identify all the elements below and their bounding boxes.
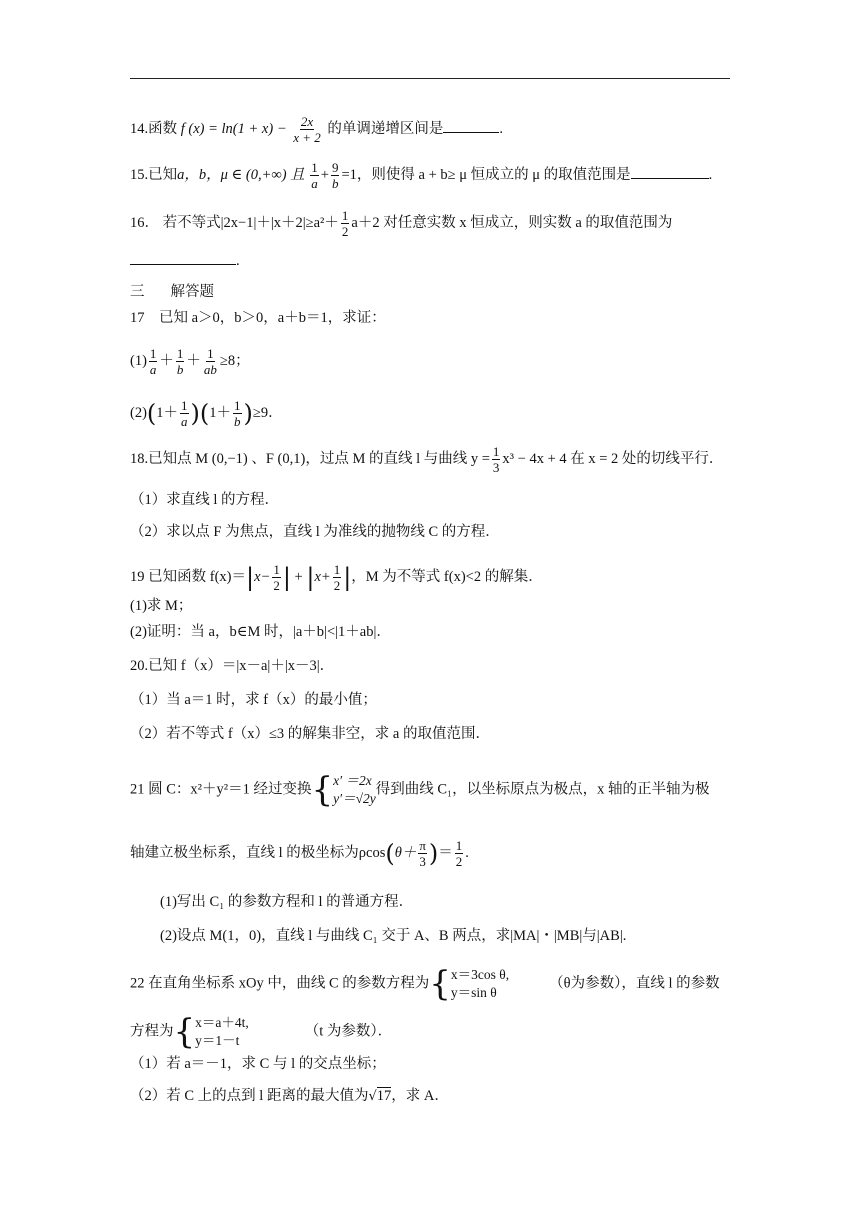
question-22-part-2: （2）若 C 上的点到 l 距离的最大值为√17，求 A． [130,1088,449,1104]
question-21-line-2: 轴建立极坐标系，直线 l 的极坐标为ρcos(θ＋ $\frac{\pi}{3}$ )＝ $\frac{1}{2}$ . [130,838,469,869]
question-17-part-1: (1) $\frac{1}{a}$ ＋ $\frac{1}{b}$ ＋ $\frac{1}{ab}$ ≥8； [130,346,250,377]
equation-system: { x′ ＝2x y′＝√2y [311,770,376,810]
question-22: 22 在直角坐标系 xOy 中，曲线 C 的参数方程为 { x＝3cos θ, y＝sin θ （θ为参数），直线 l 的参数 [130,964,720,1004]
question-19-part-1: (1)求 M； [130,598,193,614]
question-20-part-1: （1）当 a＝1 时，求 f（x）的最小值； [130,692,377,708]
fraction: $\frac{1}{a}$ [311,160,318,191]
question-17: 17 已知 a＞0，b＞0，a＋b＝1，求证： [130,310,386,326]
equation-system: { x＝a＋4t, y＝1－t [173,1012,249,1052]
question-18-part-2: （2）求以点 F 为焦点，直线 l 为准线的抛物线 C 的方程． [130,524,500,540]
answer-blank [130,250,236,265]
answer-blank [631,164,709,179]
question-19-part-2: (2)证明：当 a，b∈M 时，|a＋b|<|1＋ab|． [130,624,391,640]
fraction: $\frac{2x}{x + 2}$ [293,114,321,145]
question-17-part-2: (2)(1＋ $\frac{1}{a}$ )(1＋ $\frac{1}{b}$ )≥9． [130,398,283,429]
question-19: 19 已知函数 f(x)＝|x− $\frac{1}{2}$ | + |x+ $\frac{1}{2}$ |，M 为不等式 f(x)<2 的解集． [130,562,543,593]
question-22-part-1: （1）若 a＝－1，求 C 与 l 的交点坐标； [130,1056,386,1072]
equation-system: { x＝3cos θ, y＝sin θ [429,964,510,1004]
question-21: 21 圆 C：x²＋y²＝1 经过变换 { x′ ＝2x y′＝√2y 得到曲线 C₁，以坐标原点为极点，x 轴的正半轴为极 [130,770,710,810]
fraction: $\frac{9}{b}$ [331,160,339,191]
question-20-part-2: （2）若不等式 f（x）≤3 的解集非空，求 a 的取值范围． [130,726,490,742]
question-20: 20.已知 f（x）＝|x－a|＋|x－3|． [130,658,335,674]
question-18: 18.已知点 M (0,−1) 、F (0,1)，过点 M 的直线 l 与曲线 y = $\frac{1}{3}$ x³ − 4x + 4 在 x = 2 处的切线平行． [130,444,724,475]
question-16: 16． 若不等式|2x−1|＋|x＋2|≥a²＋ $\frac{1}{2}$ a＋2 对任意实数 x 恒成立，则实数 a 的取值范围为 [130,208,673,239]
question-18-part-1: （1）求直线 l 的方程． [130,492,280,508]
section-heading: 三 解答题 [130,284,214,300]
question-16-blank-line: . [130,250,240,271]
question-15: 15.已知a，b，μ ∈ (0,+∞) 且 $\frac{1}{a}$ + $\frac{9}{b}$ =1，则使得 a + b≥ μ 恒成立的 μ 的取值范围是 . [130,160,713,191]
question-21-part-2: (2)设点 M(1，0)，直线 l 与曲线 C₁ 交于 A、B 两点，求|MA|・|MB|与|AB|. [160,928,627,944]
answer-blank [443,118,499,133]
question-22-line-2: 方程为 { x＝a＋4t, y＝1－t （t 为参数）． [130,1012,393,1052]
question-14: 14.函数 f (x) = ln(1 + x) − $\frac{2x}{x + 2}$ 的单调递增区间是 . [130,114,504,145]
fraction: $\frac{1}{2}$ [341,208,349,239]
question-21-part-1: (1)写出 C₁ 的参数方程和 l 的普通方程． [160,894,414,910]
header-rule [130,78,730,79]
